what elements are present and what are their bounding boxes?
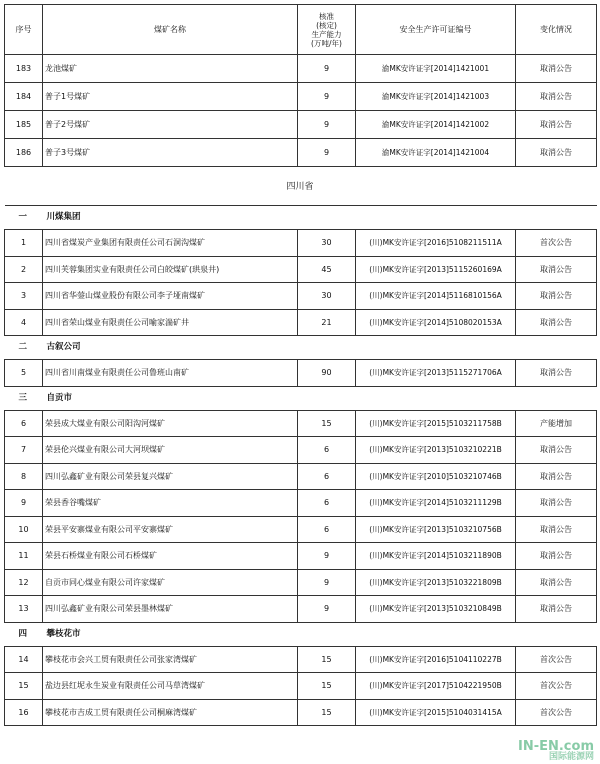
- row-license: (川)MK安许证字[2014]5116810156A: [356, 283, 516, 310]
- row-mine-name: 荣县香谷嘴煤矿: [43, 490, 298, 517]
- row-num: 6: [5, 410, 43, 437]
- section-num: 一: [5, 206, 43, 230]
- row-license: (川)MK安许证字[2013]5103210849B: [356, 596, 516, 623]
- row-mine-name: 龙池煤矿: [43, 55, 298, 83]
- row-num: 184: [5, 83, 43, 111]
- row-mine-name: 四川弘鑫矿业有限公司荣县复兴煤矿: [43, 463, 298, 490]
- table-row: [5, 55, 597, 83]
- row-num: 9: [5, 490, 43, 517]
- row-license: (川)MK安许证字[2014]5108020153A: [356, 309, 516, 336]
- row-num: 12: [5, 569, 43, 596]
- section-title: 川煤集团: [43, 206, 597, 230]
- row-mine-name: 四川省川南煤业有限责任公司鲁班山南矿: [43, 360, 298, 387]
- row-license: (川)MK安许证字[2014]5103211129B: [356, 490, 516, 517]
- sichuan-rows: [5, 206, 597, 726]
- row-mine-name: 四川省荣山煤业有限责任公司喻家湍矿井: [43, 309, 298, 336]
- row-num: 10: [5, 516, 43, 543]
- header-num: 序号: [5, 5, 43, 55]
- table-row: [5, 463, 597, 490]
- table-row: [5, 283, 597, 310]
- row-change: 产能增加: [516, 410, 597, 437]
- section-title: 攀枝花市: [43, 622, 597, 646]
- section-title: 古叙公司: [43, 336, 597, 360]
- row-mine-name: 四川芙蓉集团实业有限责任公司白皎煤矿(珙泉井): [43, 256, 298, 283]
- row-mine-name: 荣县伦兴煤业有限公司大河坝煤矿: [43, 437, 298, 464]
- row-mine-name: 四川省华蓥山煤业股份有限公司李子垭南煤矿: [43, 283, 298, 310]
- row-license: (川)MK安许证字[2013]5115260169A: [356, 256, 516, 283]
- table-row: [5, 83, 597, 111]
- row-change: 取消公告: [516, 569, 597, 596]
- row-capacity: 15: [298, 646, 356, 673]
- row-change: 首次公告: [516, 646, 597, 673]
- row-capacity: 90: [298, 360, 356, 387]
- row-num: 2: [5, 256, 43, 283]
- row-license: 渝MK安许证字[2014]1421001: [356, 55, 516, 83]
- row-change: 首次公告: [516, 699, 597, 726]
- row-capacity: 9: [298, 83, 356, 111]
- row-capacity: 30: [298, 230, 356, 257]
- row-capacity: 15: [298, 673, 356, 700]
- row-license: (川)MK安许证字[2014]5103211890B: [356, 543, 516, 570]
- header-capacity: [298, 5, 356, 55]
- row-mine-name: 四川弘鑫矿业有限公司荣县墨林煤矿: [43, 596, 298, 623]
- province-heading: 四川省: [286, 182, 314, 192]
- section-title: 自贡市: [43, 386, 597, 410]
- top-table: [4, 4, 597, 167]
- header-cap-line4: (万吨/年): [311, 38, 342, 48]
- table-row: [5, 490, 597, 517]
- table-row: [5, 673, 597, 700]
- header-name: 煤矿名称: [43, 5, 298, 55]
- row-capacity: 9: [298, 543, 356, 570]
- table-row: [5, 437, 597, 464]
- header-change: 变化情况: [516, 5, 597, 55]
- table-row: [5, 309, 597, 336]
- row-mine-name: 攀枝花市吉成工贸有限责任公司桐麻湾煤矿: [43, 699, 298, 726]
- row-change: 取消公告: [516, 283, 597, 310]
- row-change: 取消公告: [516, 543, 597, 570]
- row-capacity: 9: [298, 596, 356, 623]
- row-mine-name: 攀枝花市会兴工贸有限责任公司张家湾煤矿: [43, 646, 298, 673]
- row-mine-name: 荣县成大煤业有限公司阳沟河煤矿: [43, 410, 298, 437]
- row-num: 14: [5, 646, 43, 673]
- row-capacity: 9: [298, 139, 356, 167]
- row-license: 渝MK安许证字[2014]1421004: [356, 139, 516, 167]
- row-capacity: 15: [298, 699, 356, 726]
- row-mine-name: 普子3号煤矿: [43, 139, 298, 167]
- table-row: [5, 360, 597, 387]
- row-num: 4: [5, 309, 43, 336]
- row-change: 首次公告: [516, 673, 597, 700]
- table-row: [5, 596, 597, 623]
- row-capacity: 9: [298, 111, 356, 139]
- row-capacity: 21: [298, 309, 356, 336]
- row-change: 取消公告: [516, 463, 597, 490]
- row-num: 15: [5, 673, 43, 700]
- row-capacity: 6: [298, 490, 356, 517]
- row-capacity: 9: [298, 569, 356, 596]
- watermark-line2: 国际能源网: [548, 752, 594, 762]
- row-change: 取消公告: [516, 55, 597, 83]
- section-num: 二: [5, 336, 43, 360]
- row-license: (川)MK安许证字[2016]5108211511A: [356, 230, 516, 257]
- header-cap-line1: 核准: [319, 11, 334, 21]
- row-change: 取消公告: [516, 516, 597, 543]
- row-capacity: 15: [298, 410, 356, 437]
- table-row: [5, 139, 597, 167]
- row-num: 1: [5, 230, 43, 257]
- row-num: 16: [5, 699, 43, 726]
- row-license: (川)MK安许证字[2017]5104221950B: [356, 673, 516, 700]
- row-change: 取消公告: [516, 139, 597, 167]
- row-capacity: 6: [298, 516, 356, 543]
- top-rows: [5, 55, 597, 167]
- sichuan-table: [4, 205, 597, 726]
- row-license: (川)MK安许证字[2010]5103210746B: [356, 463, 516, 490]
- row-capacity: 9: [298, 55, 356, 83]
- table-row: [5, 410, 597, 437]
- table-row: [5, 646, 597, 673]
- row-change: 取消公告: [516, 360, 597, 387]
- row-change: 取消公告: [516, 256, 597, 283]
- header-cap-line2: (核定): [316, 20, 337, 30]
- row-change: 取消公告: [516, 309, 597, 336]
- row-num: 7: [5, 437, 43, 464]
- table-header: [5, 5, 597, 55]
- row-change: 取消公告: [516, 83, 597, 111]
- row-license: (川)MK安许证字[2015]5103211758B: [356, 410, 516, 437]
- row-num: 11: [5, 543, 43, 570]
- table-row: [5, 230, 597, 257]
- row-license: (川)MK安许证字[2013]5103221809B: [356, 569, 516, 596]
- row-num: 13: [5, 596, 43, 623]
- row-license: 渝MK安许证字[2014]1421003: [356, 83, 516, 111]
- table-row: [5, 256, 597, 283]
- row-change: 取消公告: [516, 111, 597, 139]
- row-license: 渝MK安许证字[2014]1421002: [356, 111, 516, 139]
- table-row: [5, 516, 597, 543]
- row-mine-name: 盐边县红坭永生炭业有限责任公司马草湾煤矿: [43, 673, 298, 700]
- header-license: 安全生产许可证编号: [356, 5, 516, 55]
- row-num: 185: [5, 111, 43, 139]
- section-header: [5, 622, 597, 646]
- row-capacity: 30: [298, 283, 356, 310]
- row-num: 186: [5, 139, 43, 167]
- watermark-logo: [518, 739, 594, 762]
- row-license: (川)MK安许证字[2015]5104031415A: [356, 699, 516, 726]
- section-num: 四: [5, 622, 43, 646]
- section-num: 三: [5, 386, 43, 410]
- row-change: 取消公告: [516, 596, 597, 623]
- row-num: 3: [5, 283, 43, 310]
- row-capacity: 6: [298, 437, 356, 464]
- row-change: 取消公告: [516, 490, 597, 517]
- row-mine-name: 荣县石桥煤业有限公司石桥煤矿: [43, 543, 298, 570]
- header-cap-line3: 生产能力: [311, 29, 342, 39]
- row-num: 8: [5, 463, 43, 490]
- row-license: (川)MK安许证字[2013]5103210221B: [356, 437, 516, 464]
- row-num: 5: [5, 360, 43, 387]
- section-header: [5, 386, 597, 410]
- row-license: (川)MK安许证字[2013]5115271706A: [356, 360, 516, 387]
- row-mine-name: 自贡市同心煤业有限公司许家煤矿: [43, 569, 298, 596]
- table-row: [5, 569, 597, 596]
- row-capacity: 6: [298, 463, 356, 490]
- table-row: [5, 699, 597, 726]
- row-mine-name: 荣县平安寨煤业有限公司平安寨煤矿: [43, 516, 298, 543]
- row-license: (川)MK安许证字[2016]5104110227B: [356, 646, 516, 673]
- section-header: [5, 206, 597, 230]
- table-row: [5, 543, 597, 570]
- row-num: 183: [5, 55, 43, 83]
- section-header: [5, 336, 597, 360]
- row-mine-name: 普子1号煤矿: [43, 83, 298, 111]
- row-capacity: 45: [298, 256, 356, 283]
- row-change: 取消公告: [516, 437, 597, 464]
- row-mine-name: 普子2号煤矿: [43, 111, 298, 139]
- row-license: (川)MK安许证字[2013]5103210756B: [356, 516, 516, 543]
- table-row: [5, 111, 597, 139]
- row-change: 首次公告: [516, 230, 597, 257]
- watermark-line1: IN-EN.com: [518, 739, 594, 754]
- row-mine-name: 四川省煤炭产业集团有限责任公司石洞沟煤矿: [43, 230, 298, 257]
